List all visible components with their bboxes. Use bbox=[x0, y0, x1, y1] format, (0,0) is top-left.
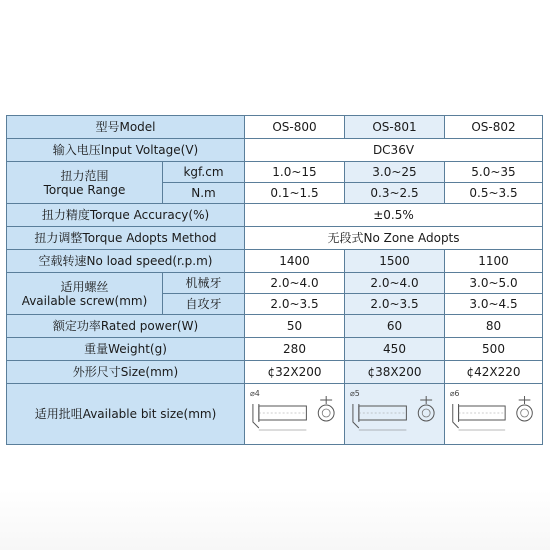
adjust-method-value: 无段式No Zone Adopts bbox=[245, 227, 543, 250]
adjust-method-label: 扭力调整Torque Adopts Method bbox=[7, 227, 245, 250]
weight-label: 重量Weight(g) bbox=[7, 338, 245, 361]
screw-machine-label: 机械牙 bbox=[163, 273, 245, 294]
bit-diameter-label: ⌀6 bbox=[449, 388, 460, 399]
header-row bbox=[7, 116, 543, 139]
power-os-802: 80 bbox=[445, 315, 543, 338]
accuracy-label: 扭力精度Torque Accuracy(%) bbox=[7, 204, 245, 227]
torque-nm-os-800: 0.1~1.5 bbox=[245, 183, 345, 204]
bit-drawing-os-800 bbox=[245, 384, 345, 445]
input-voltage-value: DC36V bbox=[245, 139, 543, 162]
accuracy-row bbox=[7, 204, 543, 227]
screw-label bbox=[7, 273, 163, 315]
torque-nm-unit: N.m bbox=[163, 183, 245, 204]
model-os-801: OS-801 bbox=[345, 116, 445, 139]
size-os-800: ¢32X200 bbox=[245, 361, 345, 384]
weight-os-801: 450 bbox=[345, 338, 445, 361]
bit-size-label: 适用批咀Available bit size(mm) bbox=[7, 384, 245, 445]
torque-range-label-en: Torque Range bbox=[43, 182, 126, 197]
input-voltage-row bbox=[7, 139, 543, 162]
screw-tapping-os-801: 2.0~3.5 bbox=[345, 294, 445, 315]
size-label: 外形尺寸Size(mm) bbox=[7, 361, 245, 384]
no-load-os-801: 1500 bbox=[345, 250, 445, 273]
no-load-os-800: 1400 bbox=[245, 250, 345, 273]
bit-drawing-os-802 bbox=[445, 384, 543, 445]
size-os-802: ¢42X220 bbox=[445, 361, 543, 384]
screw-tapping-os-802: 3.0~4.5 bbox=[445, 294, 543, 315]
input-voltage-label: 输入电压Input Voltage(V) bbox=[7, 139, 245, 162]
torque-nm-os-802: 0.5~3.5 bbox=[445, 183, 543, 204]
torque-range-label bbox=[7, 162, 163, 204]
screwdriver-bit-drawing bbox=[445, 384, 542, 444]
torque-kgf-os-801: 3.0~25 bbox=[345, 162, 445, 183]
screw-machine-os-800: 2.0~4.0 bbox=[245, 273, 345, 294]
torque-kgf-unit: kgf.cm bbox=[163, 162, 245, 183]
spec-table bbox=[6, 115, 543, 445]
accuracy-value: ±0.5% bbox=[245, 204, 543, 227]
model-os-802: OS-802 bbox=[445, 116, 543, 139]
torque-range-label-cn: 扭力范围 bbox=[60, 168, 109, 183]
torque-kgf-row bbox=[7, 162, 543, 183]
screw-tapping-label: 自攻牙 bbox=[163, 294, 245, 315]
no-load-speed-label: 空载转速No load speed(r.p.m) bbox=[7, 250, 245, 273]
torque-kgf-os-802: 5.0~35 bbox=[445, 162, 543, 183]
screwdriver-bit-drawing bbox=[245, 384, 344, 444]
screw-machine-row bbox=[7, 273, 543, 294]
torque-nm-os-801: 0.3~2.5 bbox=[345, 183, 445, 204]
bottom-fade bbox=[0, 490, 550, 550]
rated-power-label: 额定功率Rated power(W) bbox=[7, 315, 245, 338]
model-label: 型号Model bbox=[7, 116, 245, 139]
power-os-800: 50 bbox=[245, 315, 345, 338]
size-row bbox=[7, 361, 543, 384]
rated-power-row bbox=[7, 315, 543, 338]
screw-label-cn: 适用螺丝 bbox=[60, 279, 109, 294]
screwdriver-bit-drawing bbox=[345, 384, 444, 444]
torque-kgf-os-800: 1.0~15 bbox=[245, 162, 345, 183]
no-load-speed-row bbox=[7, 250, 543, 273]
no-load-os-802: 1100 bbox=[445, 250, 543, 273]
size-os-801: ¢38X200 bbox=[345, 361, 445, 384]
adjust-method-row bbox=[7, 227, 543, 250]
model-os-800: OS-800 bbox=[245, 116, 345, 139]
weight-row bbox=[7, 338, 543, 361]
power-os-801: 60 bbox=[345, 315, 445, 338]
weight-os-802: 500 bbox=[445, 338, 543, 361]
screw-tapping-os-800: 2.0~3.5 bbox=[245, 294, 345, 315]
bit-size-row bbox=[7, 384, 543, 445]
bit-diameter-label: ⌀5 bbox=[349, 388, 360, 399]
screw-machine-os-801: 2.0~4.0 bbox=[345, 273, 445, 294]
bit-drawing-os-801 bbox=[345, 384, 445, 445]
screw-machine-os-802: 3.0~5.0 bbox=[445, 273, 543, 294]
screw-label-en: Available screw(mm) bbox=[21, 293, 148, 308]
bit-diameter-label: ⌀4 bbox=[249, 388, 260, 399]
weight-os-800: 280 bbox=[245, 338, 345, 361]
